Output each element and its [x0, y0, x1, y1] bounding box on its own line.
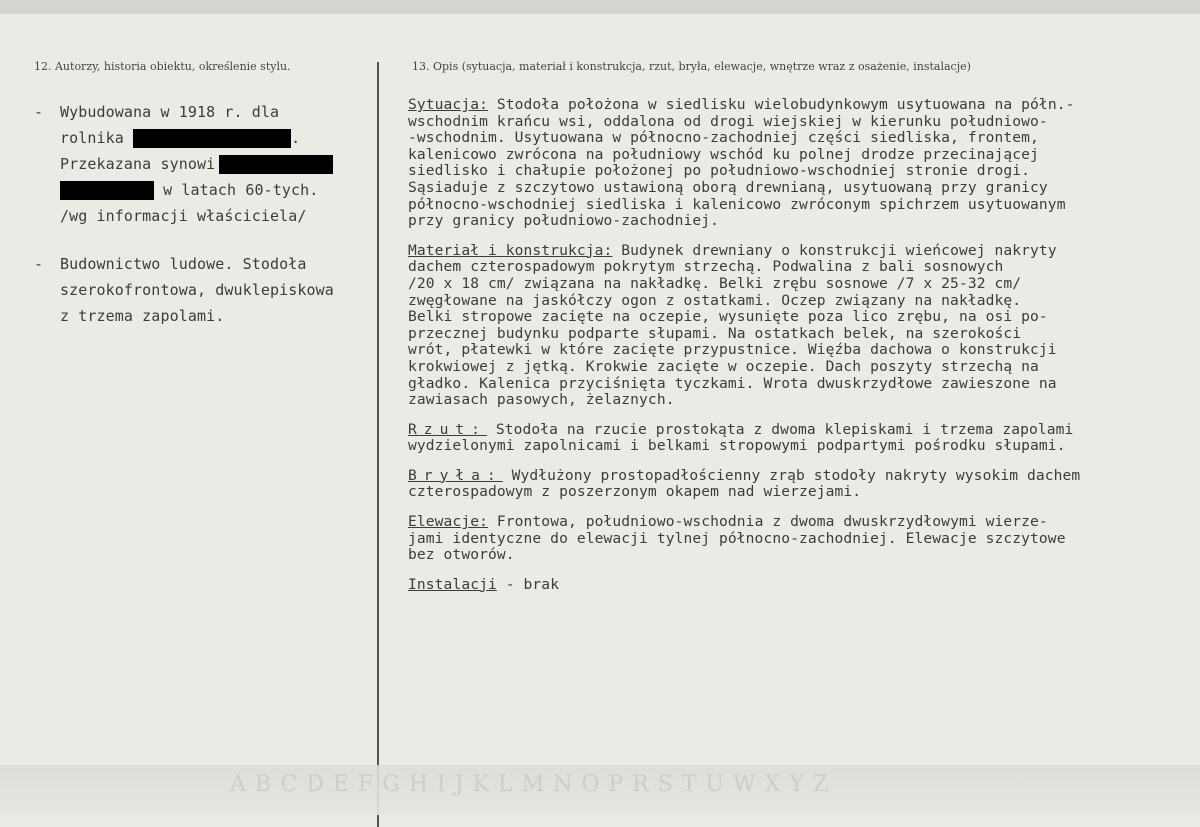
- rzut-label: Rzut:: [408, 420, 487, 438]
- elewacje-label: Elewacje:: [408, 513, 488, 531]
- style-line: szerokofrontowa, dwuklepiskowa: [60, 281, 334, 299]
- bryla-paragraph: Bryła: Wydłużony prostopadłościenny zrąb stodoły nakryty wysokim dachem czterospadowym z poszerzonym okapem nad wierzejami.: [408, 466, 1081, 501]
- style-item: [34, 251, 374, 329]
- style-line: z trzema zapolami.: [60, 307, 225, 325]
- list-dash: -: [34, 103, 44, 121]
- instalacje-paragraph: Instalacji - brak: [408, 575, 560, 593]
- style-line: Budownictwo ludowe. Stodoła: [60, 255, 307, 273]
- redaction-bar: [60, 181, 154, 200]
- history-column: [34, 99, 374, 351]
- history-line: w latach 60-tych.: [60, 177, 374, 203]
- history-line: /wg informacji właściciela/: [60, 207, 307, 225]
- sytuacja-label: Sytuacja:: [408, 96, 488, 113]
- history-item: [34, 99, 374, 229]
- bleed-through-letters: ABCDEFGHIJKLMNOPRSTUWXYZ: [230, 772, 838, 797]
- redaction-bar: [219, 155, 333, 174]
- rzut-paragraph: Rzut: Stodoła na rzucie prostokąta z dwoma klepiskami i trzema zapolami wydzielonymi zapolnicami i belkami stropowymi podpartymi pośrodku słupami.: [408, 420, 1074, 455]
- section-12-header: 12. Autorzy, historia obiektu, określenie stylu.: [34, 60, 291, 73]
- history-line: Przekazana synowi: [60, 151, 374, 177]
- redaction-bar: [133, 129, 291, 148]
- sytuacja-paragraph: Sytuacja: Stodoła położona w siedlisku wielobudynkowym usytuowana na półn.- wschodnim krańcu wsi, oddalona od drogi wiejskiej w kierunku południowo- -wschodnim. Usytuowana w północno-zachodniej części siedliska, frontem, kalenicowo zwrócona na południowy wschód ku polnej drodze przecinającej siedlisko i chałupie położonej po południowo-wschodniej stronie drogi. Sąsiaduje z szczytowo ustawioną oborą drewnianą, usytuowaną przy granicy północno-wschodniej siedliska i kalenicowo zwróconym spichrzem usytuowanym przy granicy południowo-zachodniej.: [408, 96, 1075, 230]
- history-line: Wybudowana w 1918 r. dla: [60, 103, 280, 121]
- elewacje-paragraph: Elewacje: Frontowa, południowo-wschodnia z dwoma dwuskrzydłowymi wierze- jami identyczne do elewacji tylnej północno-zachodniej. Elewacje szczytowe bez otworów.: [408, 513, 1066, 564]
- history-line: rolnika .: [60, 129, 301, 147]
- material-paragraph: Materiał i konstrukcja: Budynek drewniany o konstrukcji wieńcowej nakryty dachem czterospadowym pokrytym strzechą. Podwalina z bali sosnowych /20 x 18 cm/ związana na nakładkę. Belki zrębu sosnowe /7 x 25-32 cm/ zwęgłowane na jaskółczy ogon z ostatkami. Oczep związany na nakładkę. Belki stropowe zacięte na oczepie, wysunięte poza lico zrębu, na osi po- przecznej budynku podparte słupami. Na ostatkach belek, na szerokości wrót, płatewki w które zacięte przypustnice. Więźba dachowa o konstrukcji krokwiowej z jętką. Krokwie zacięte w oczepie. Dach poszyty strzechą na gładko. Kalenica przyciśnięta tyczkami. Wrota dwuskrzydłowe zawieszone na zawiasach pasowych, żelaznych.: [408, 241, 1057, 409]
- instalacje-label: Instalacji: [408, 575, 497, 593]
- material-label: Materiał i konstrukcja:: [408, 241, 613, 259]
- column-divider: [377, 62, 379, 827]
- section-13-header: 13. Opis (sytuacja, materiał i konstrukcja, rzut, bryła, elewacje, wnętrze wraz z osażenie, instalacje): [412, 60, 971, 73]
- bryla-label: Bryła:: [408, 466, 503, 484]
- list-dash: -: [34, 255, 44, 273]
- description-column: [408, 97, 1178, 606]
- top-edge: [0, 0, 1200, 14]
